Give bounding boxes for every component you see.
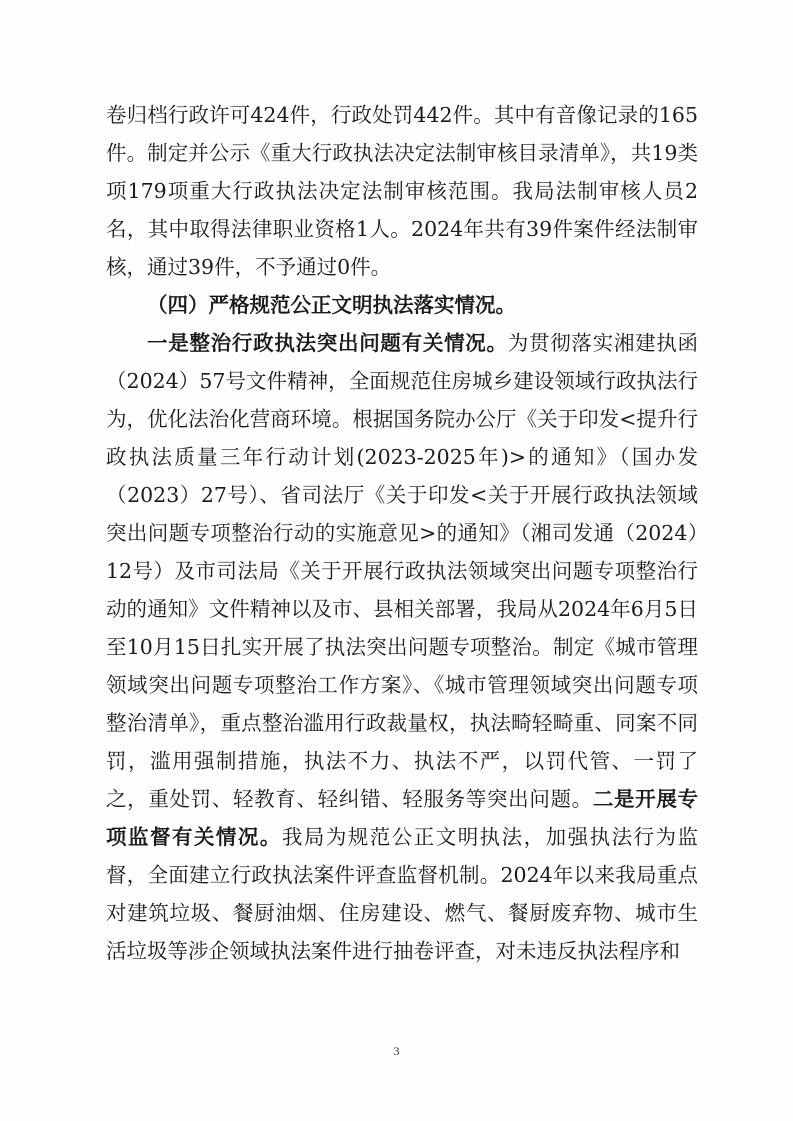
paragraph-case-statistics: 卷归档行政许可424件，行政处罚442件。其中有音像记录的165件。制定并公示《重大行政执法决定法制审核目录清单》，共19类项179项重大行政执法决定法制审核范围。我局法制审核人员2名，其中取得法律职业资格1人。2024年共有39件案件经法制审核，通过39件，不予通过0件。	[106, 103, 698, 279]
body-rectification: 为贯彻落实湘建执函（2024）57号文件精神，全面规范住房城乡建设领域行政执法行为，优化法治化营商环境。根据国务院办公厅《关于印发<提升行政执法质量三年行动计划(2023-2025年)>的通知》（国办发（2023）27号）、省司法厅《关于印发<关于开展行政执法领域突出问题专项整治行动的实施意见>的通知》（湘司发通（2024）12号）及市司法局《关于开展行政执法领域突出问题专项整治行动的通知》文件精神以及市、县相关部署，我局从2024年6月5日至10月15日扎实开展了执法突出问题专项整治。制定《城市管理领域突出问题专项整治工作方案》、《城市管理领域突出问题专项整治清单》，重点整治滥用行政裁量权，执法畸轻畸重、同案不同罚，滥用强制措施，执法不力、执法不严，以罚代管、一罚了之，重处罚、轻教育、轻纠错、轻服务等突出问题。	[106, 331, 699, 811]
lead-supervision: 二是开展专项监督有关情况。	[106, 787, 699, 849]
body-supervision: 我局为规范公正文明执法，加强执法行为监督，全面建立行政执法案件评查监督机制。2024年以来我局重点对建筑垃圾、餐厨油烟、住房建设、燃气、餐厨废弃物、城市生活垃圾等涉企领域执法案件进行抽卷评查，对未违反执法程序和	[106, 825, 699, 963]
paragraph-rectification	[106, 324, 698, 970]
page-number: 3	[393, 1044, 400, 1058]
document-body	[106, 96, 698, 970]
lead-rectification: 一是整治行政执法突出问题有关情况。	[147, 331, 508, 355]
section-heading-four: （四）严格规范公正文明执法落实情况。	[147, 293, 516, 317]
